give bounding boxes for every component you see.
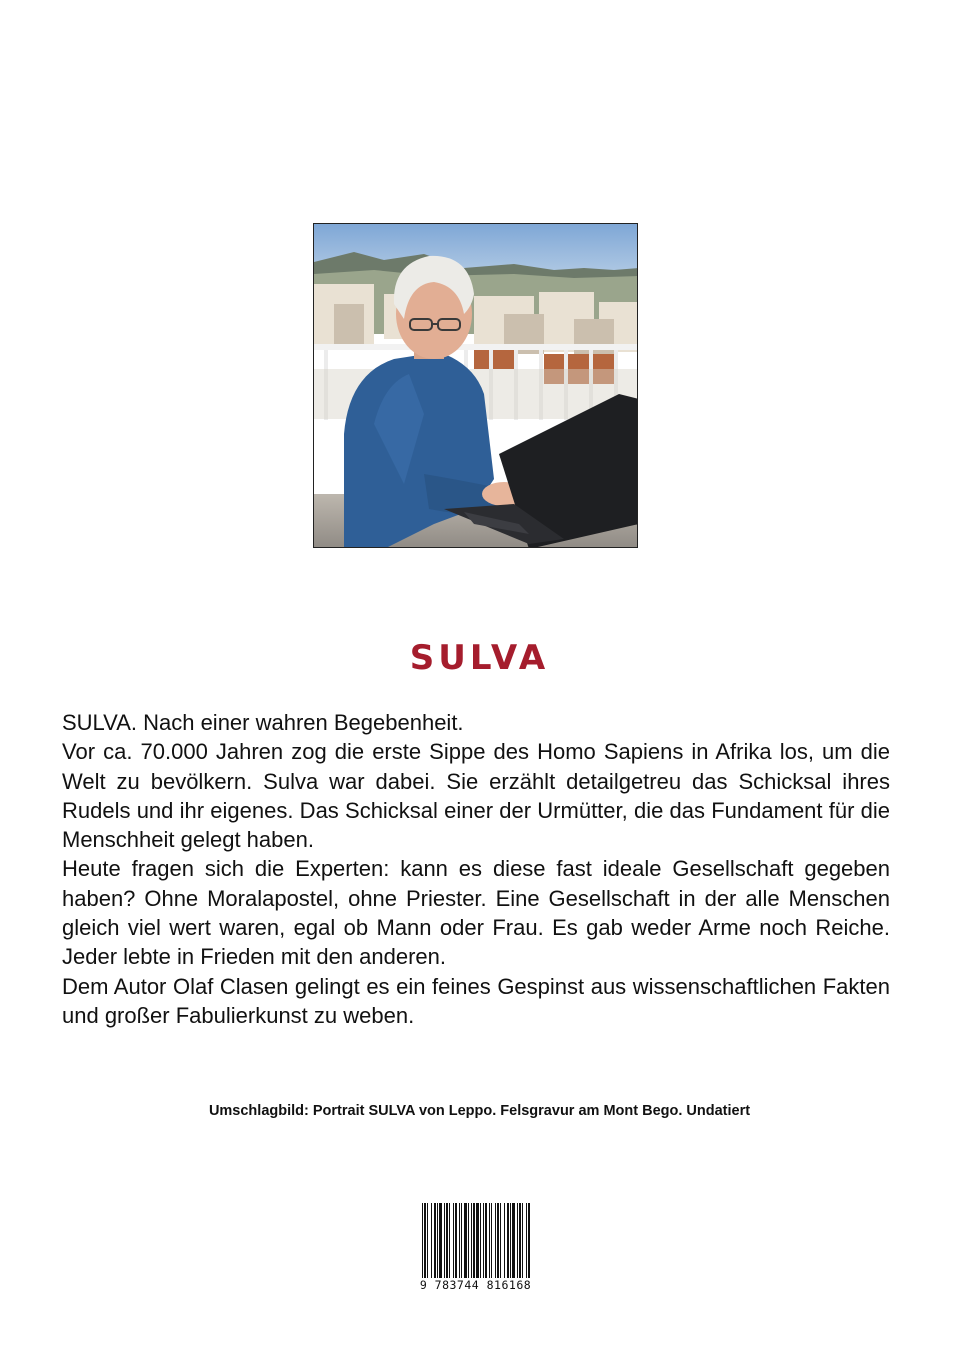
barcode-bar: [439, 1203, 442, 1279]
barcode-bar: [476, 1203, 479, 1279]
barcode-bar: [422, 1203, 423, 1279]
barcode-bar: [526, 1203, 527, 1279]
barcode-bar: [455, 1203, 457, 1279]
barcode-bar: [434, 1203, 436, 1279]
barcode-bar: [446, 1203, 448, 1279]
barcode-bar: [510, 1203, 511, 1279]
barcode-bars: [414, 1203, 537, 1279]
barcode-bar: [495, 1203, 496, 1279]
barcode-bar: [431, 1203, 432, 1279]
barcode-bar: [519, 1203, 521, 1279]
barcode-bar: [491, 1203, 492, 1279]
barcode-bar: [461, 1203, 462, 1279]
barcode-bar: [512, 1203, 515, 1279]
barcode-bar: [522, 1203, 523, 1279]
barcode-bar: [489, 1203, 490, 1279]
barcode-bar: [459, 1203, 460, 1279]
barcode-bar: [517, 1203, 518, 1279]
book-title: SULVA: [409, 638, 550, 678]
barcode-bar: [453, 1203, 454, 1279]
barcode-bar: [473, 1203, 475, 1279]
blurb: [62, 708, 890, 1030]
barcode-bar: [500, 1203, 501, 1279]
barcode-bar: [444, 1203, 445, 1279]
barcode-bar: [468, 1203, 469, 1279]
barcode-bar: [464, 1203, 467, 1279]
barcode-bar: [427, 1203, 428, 1279]
author-photo: [313, 223, 638, 548]
cover-credit: Umschlagbild: Portrait SULVA von Leppo. Felsgravur am Mont Bego. Undatiert: [208, 1103, 751, 1119]
barcode-bar: [471, 1203, 472, 1279]
barcode-bar: [485, 1203, 487, 1279]
barcode-bar: [507, 1203, 509, 1279]
barcode-bar: [437, 1203, 438, 1279]
barcode-bar: [424, 1203, 426, 1279]
barcode-bar: [449, 1203, 450, 1279]
blurb-paragraph-3: Heute fragen sich die Experten: kann es diese fast ideale Gesellschaft gegeben haben? Ohne Moralapostel, ohne Priester. Eine Gesellschaft in der alle Menschen gleich viel wert waren, egal ob Mann oder Frau. Es gab weder Arme noch Reiche. Jeder lebte in Frieden mit den anderen.: [62, 856, 890, 970]
barcode-bar: [504, 1203, 505, 1279]
blurb-paragraph-4: Dem Autor Olaf Clasen gelingt es ein feines Gespinst aus wissenschaftlichen Fakten und großer Fabulierkunst zu weben.: [62, 973, 890, 1028]
barcode-bar: [528, 1203, 530, 1279]
blurb-paragraph-2: Vor ca. 70.000 Jahren zog die erste Sippe des Homo Sapiens in Afrika los, um die Welt zu bevölkern. Sulva war dabei. Sie erzählt detailgetreu das Schicksal ihres Rudels und ihr eigenes. Das Schicksal einer der Urmütter, die das Fundament für die Menschheit gelegt haben.: [62, 739, 890, 853]
isbn-number: 9 783744 816168: [414, 1278, 537, 1292]
barcode-bar: [497, 1203, 499, 1279]
author-photo-illustration: [314, 224, 638, 548]
barcode-bar: [483, 1203, 484, 1279]
blurb-paragraph-1: SULVA. Nach einer wahren Begebenheit.: [62, 710, 464, 735]
barcode-bar: [480, 1203, 481, 1279]
